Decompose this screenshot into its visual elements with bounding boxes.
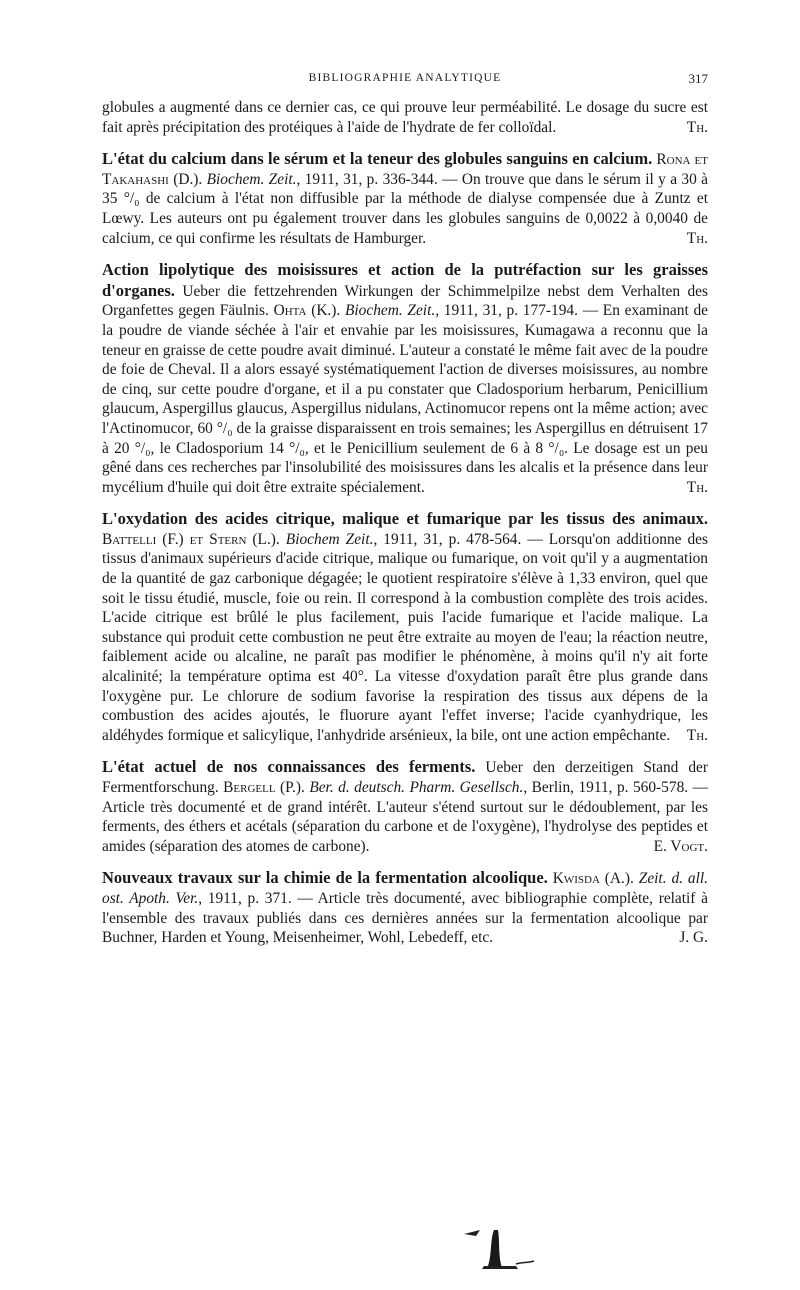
continuation-paragraph (102, 98, 708, 137)
entry-authors: Battelli (F.) et Stern (L.). (102, 530, 280, 548)
printer-ornament-icon (458, 1226, 538, 1272)
signature: Th. (686, 726, 708, 744)
entry-ferments (102, 757, 708, 856)
signature: Th. (686, 118, 708, 136)
entry-lipolytic-action (102, 260, 708, 497)
entry-body: — Article très documenté, avec bibliographie complète, relatif à l'ensemble des travaux publiés dans ces dernières années sur la fermentation alcoolique par Buchner, Harden et Young, Meisenheimer, Wohl, Lebedeff, etc. (102, 889, 708, 947)
entry-german-title: Ueber die fettzehrenden Wirkungen der Schimmelpilze nebst dem Verhalten des Organfettes gegen Fäulnis. (102, 282, 708, 320)
entry-reference: , 1911, 31, p. 336-344. (296, 170, 438, 188)
entry-reference: , Berlin, 1911, p. 560-578. (523, 779, 689, 796)
entry-reference: , 1911, p. 371. (198, 889, 292, 907)
entry-journal: Zeit. d. all. ost. Apoth. Ver. (102, 870, 708, 907)
entry-authors: Ohta (K.). (273, 302, 341, 320)
entry-authors: Bergell (P.). (223, 779, 305, 796)
entry-calcium (102, 149, 708, 248)
entry-title: L'état du calcium dans le sérum et la teneur des globules sanguins en calcium. (102, 149, 653, 169)
entry-reference: , 1911, 31, p. 177-194. (435, 302, 578, 320)
signature: Th. (686, 478, 708, 496)
signature: J. G. (679, 929, 708, 947)
entry-title: Nouveaux travaux sur la chimie de la fermentation alcoolique. (102, 868, 548, 888)
page (102, 70, 708, 948)
entry-journal: Biochem. Zeit. (345, 302, 436, 320)
entry-body: — Article très documenté et de grand intérêt. L'auteur s'étend surtout sur le dédoublement, par les ferments, des éthers et acétals (séparation du carbone et de l'oxygène), l'hydrolyse des peptides et amides (séparation des atomes de carbone). (102, 779, 708, 855)
entry-authors: Kwisda (A.). (552, 870, 634, 888)
entry-title: Action lipolytique des moisissures et action de la putréfaction sur les graisses d'organes. (102, 260, 708, 300)
running-title: BIBLIOGRAPHIE ANALYTIQUE (308, 72, 502, 84)
entry-title: L'état actuel de nos connaissances des ferments. (102, 757, 476, 777)
entry-title: L'oxydation des acides citrique, malique et fumarique par les tissus des animaux. (102, 509, 708, 529)
page-number: 317 (688, 71, 708, 86)
entry-body: — En examinant de la poudre de viande séchée à l'air et envahie par les moisissures, Kumagawa a reconnu que la teneur en graisse de cette poudre avait diminué. L'auteur a constaté le même fait avec de la poudre de foie de Cheval. Il a alors essayé systématiquement l'action de diverses moisissures, au nombre de cinq, sur cette poudre d'organe, et il a pu constater que Cladosporium herbarum, Penicillium glaucum, Aspergillus glaucus, Aspergillus nidulans, Actinomucor repens ont la même action; avec l'Actinomucor, 60 °/₀ de la graisse disparaissent en trois semaines; les Aspergillus en détruisent 17 à 20 °/₀, le Cladosporium 14 °/₀, et le Penicillium seulement de 6 à 8 °/₀. Le dosage est un peu gêné dans ces recherches par l'insolubilité des moisissures dans les alcalis et la présence dans leur mycélium d'huile qui doit être extraite spécialement. (102, 302, 708, 496)
entry-authors: Rona et Takahashi (D.). (102, 151, 708, 188)
entry-reference: , 1911, 31, p. 478-564. (373, 530, 522, 548)
signature: Th. (686, 229, 708, 247)
signature: E. Vogt. (653, 837, 708, 855)
entry-german-title: Ueber den derzeitigen Stand der Fermentforschung. (102, 759, 708, 796)
entry-body: — Lorsqu'on additionne des tissus d'animaux supérieurs d'acide citrique, malique ou fumarique, on voit qu'il y a augmentation de la quantité de gaz carbonique dégagée; le quotient respiratoire s'élève à 1,33 environ, quel que soit le tissu étudié, muscle, foie ou rein. Il correspond à la combustion complète des trois acides. L'acide citrique est brûlé le plus facilement, puis l'acide fumarique et l'acide malique. La substance qui produit cette combustion ne peut être extraite au moyen de l'eau; la réaction neutre, faiblement acide ou alcaline, ne paraît pas modifier le phénomène, à moins qu'il n'y ait forte alcalinité; la température optima est 40°. La vitesse d'oxydation paraît être plus grande dans l'oxygène pur. Le chlorure de sodium favorise la respiration des tissus aux dépens de la combustion des acides ajoutés, le fluorure ayant l'effet inverse; l'acide cyanhydrique, les aldéhydes formique et salicylique, l'anhydride arsénieux, la bile, ont une action empêchante. (102, 530, 709, 744)
continuation-text: globules a augmenté dans ce dernier cas, ce qui prouve leur perméabilité. Le dosage du sucre est fait après précipitation des protéiques à l'aide de l'hydrate de fer colloïdal. (102, 99, 708, 136)
entry-journal: Ber. d. deutsch. Pharm. Gesellsch. (309, 779, 524, 796)
entry-oxidation-acids (102, 509, 708, 745)
entry-body: — On trouve que dans le sérum il y a 30 à 35 °/₀ de calcium à l'état non diffusible par la méthode de dialyse compensée due à Zuntz et Lœwy. Les auteurs ont pu également trouver dans les globules sanguins de 0,0022 à 0,0040 de calcium, ce qui confirme les résultats de Hamburger. (102, 170, 708, 247)
running-header (102, 70, 708, 92)
entry-alcoholic-fermentation (102, 868, 708, 947)
entry-journal: Biochem Zeit. (285, 530, 374, 548)
entry-journal: Biochem. Zeit. (206, 170, 297, 188)
